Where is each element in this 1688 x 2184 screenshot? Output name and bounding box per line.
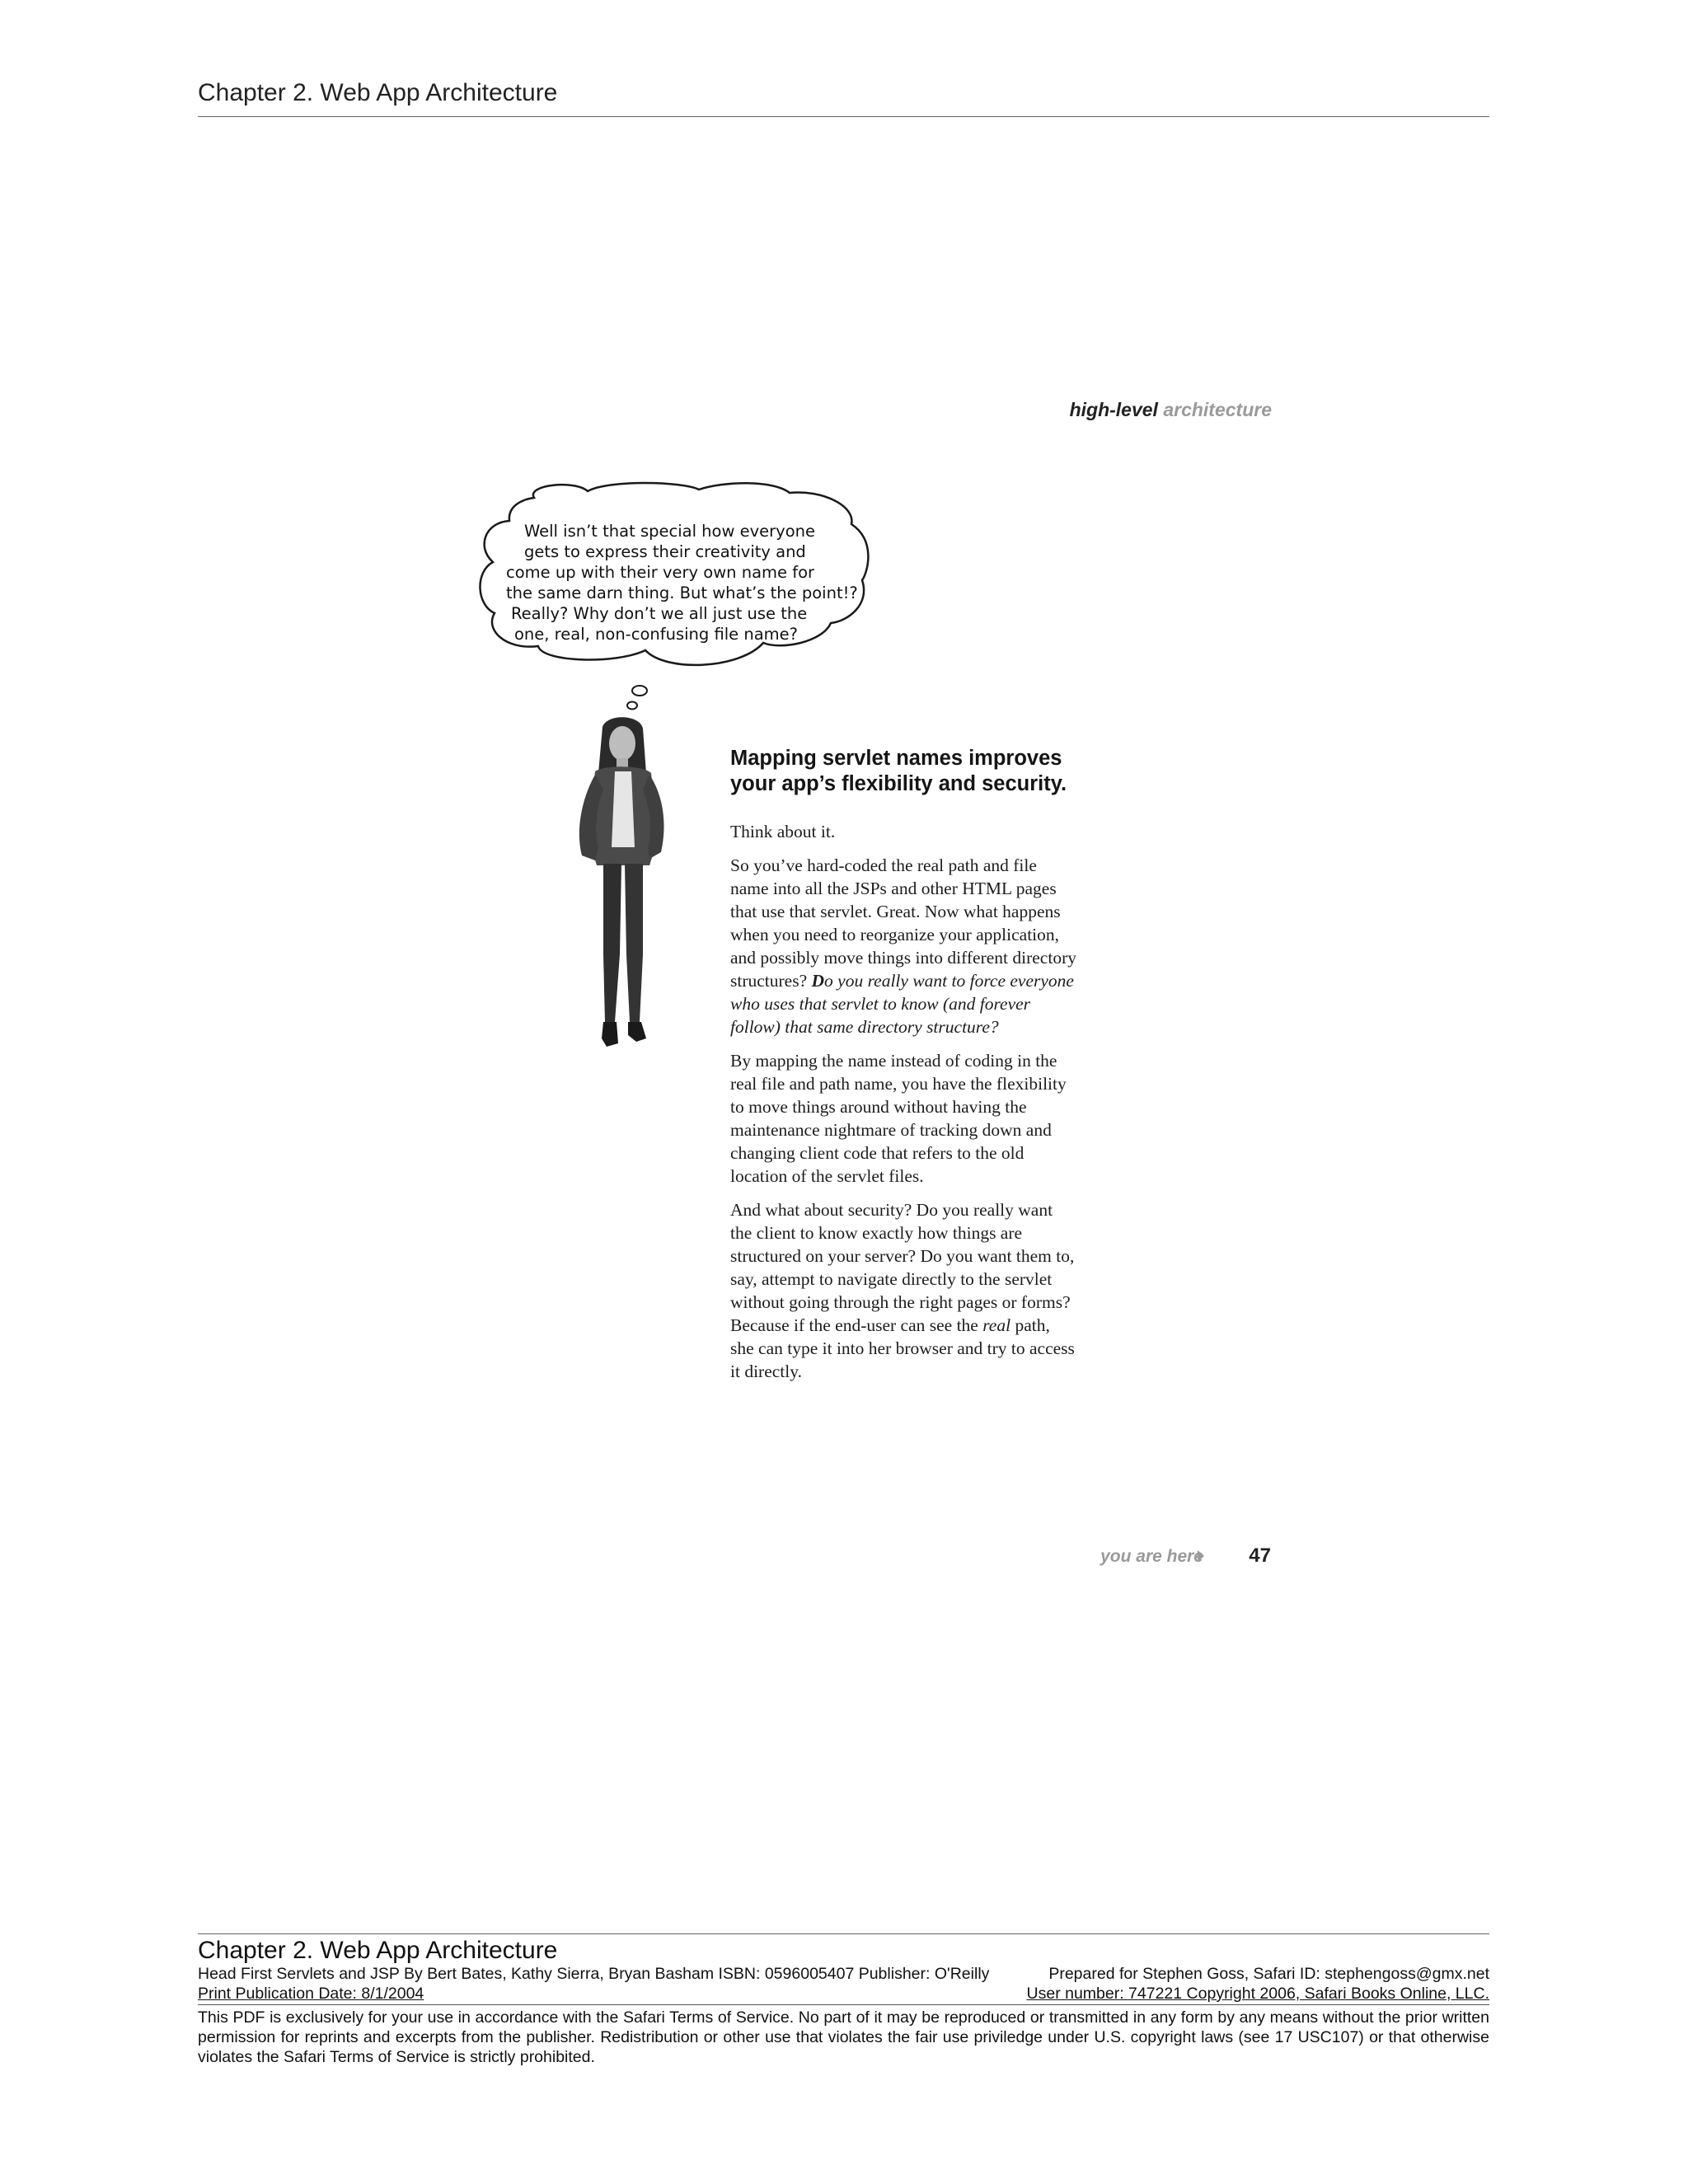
paragraph-2 [730,854,1076,1038]
thought-line-2: gets to express their creativity and [524,542,806,561]
footer-book-info-row [198,1965,1489,1984]
paragraph-2-emph-lead: D [811,971,825,991]
paragraph-4 [730,1198,1076,1383]
article [730,746,1076,1394]
article-body [730,820,1076,1383]
page-header-chapter-title: Chapter 2. Web App Architecture [198,79,558,106]
footer-prepared-for: Prepared for Stephen Goss, Safari ID: stephengoss@gmx.net [1048,1965,1489,1983]
paragraph-1: Think about it. [730,822,836,841]
header-divider [198,116,1489,117]
footer-publication-date: Print Publication Date: 8/1/2004 [198,1985,424,2003]
article-heading: Mapping servlet names improves your app’s flexibility and security. [730,747,1067,795]
paragraph-2-emph: o you really want to force everyone who uses that servlet to know (and forever follow) that same directory structure? [730,971,1074,1037]
woman-figure-image [557,715,689,1062]
paragraph-2-text: So you’ve hard-coded the real path and file name into all the JSPs and other HTML pages that use that servlet. Great. Now what happens when you need to reorganize your application, and possibly move things into different directory structures? [730,855,1076,991]
footer-user-info: User number: 747221 Copyright 2006, Safari Books Online, LLC. [1026,1985,1489,2003]
footer-publication-row [198,1985,1489,2005]
footer-book-info: Head First Servlets and JSP By Bert Bates, Kathy Sierra, Bryan Basham ISBN: 0596005407 Publisher: O'Reilly [198,1965,990,1983]
running-head [824,399,1272,421]
thought-line-4: the same darn thing. But what’s the point!? [506,583,858,602]
paragraph-3: By mapping the name instead of coding in the real file and path name, you have the flexibility to move things around without having the maintenance nightmare of tracking down and changing client code that refers to the old location of the servlet files. [730,1051,1067,1186]
thought-bubble-text [506,521,877,644]
page-number: 47 [1249,1544,1271,1567]
footer-divider [198,1933,1489,1934]
running-head-soft: architecture [1163,399,1272,420]
thought-line-5: Really? Why don’t we all just use the [511,604,808,623]
footer-legal-notice: This PDF is exclusively for your use in accordance with the Safari Terms of Service. No part of it may be reproduced or transmitted in any form by any means without the prior written permission for reprints and excerpts from the publisher. Redistribution or other use that violates the fair use priviledge under U.S. copyright laws (see 17 USC107) or that otherwise violates the Safari Terms of Service is strictly prohibited. [198,2008,1489,2066]
paragraph-4-tail: path, she can type it into her browser and try to access it directly. [730,1315,1075,1381]
running-head-strong: high-level [1069,399,1158,420]
thought-line-3: come up with their very own name for [506,563,815,582]
thought-line-6: one, real, non-confusing file name? [514,625,799,644]
paragraph-4-emph: real [982,1315,1011,1335]
you-are-here-label: you are here [1100,1547,1203,1566]
thought-line-1: Well isn’t that special how everyone [524,522,815,541]
arrow-right-icon [1198,1550,1204,1562]
paragraph-4-text: And what about security? Do you really want the client to know exactly how things are structured on your server? Do you want them to, say, attempt to navigate directly to the servlet without going through the right pages or forms? Because if the end-user can see the [730,1200,1075,1335]
footer-chapter-title: Chapter 2. Web App Architecture [198,1937,558,1964]
